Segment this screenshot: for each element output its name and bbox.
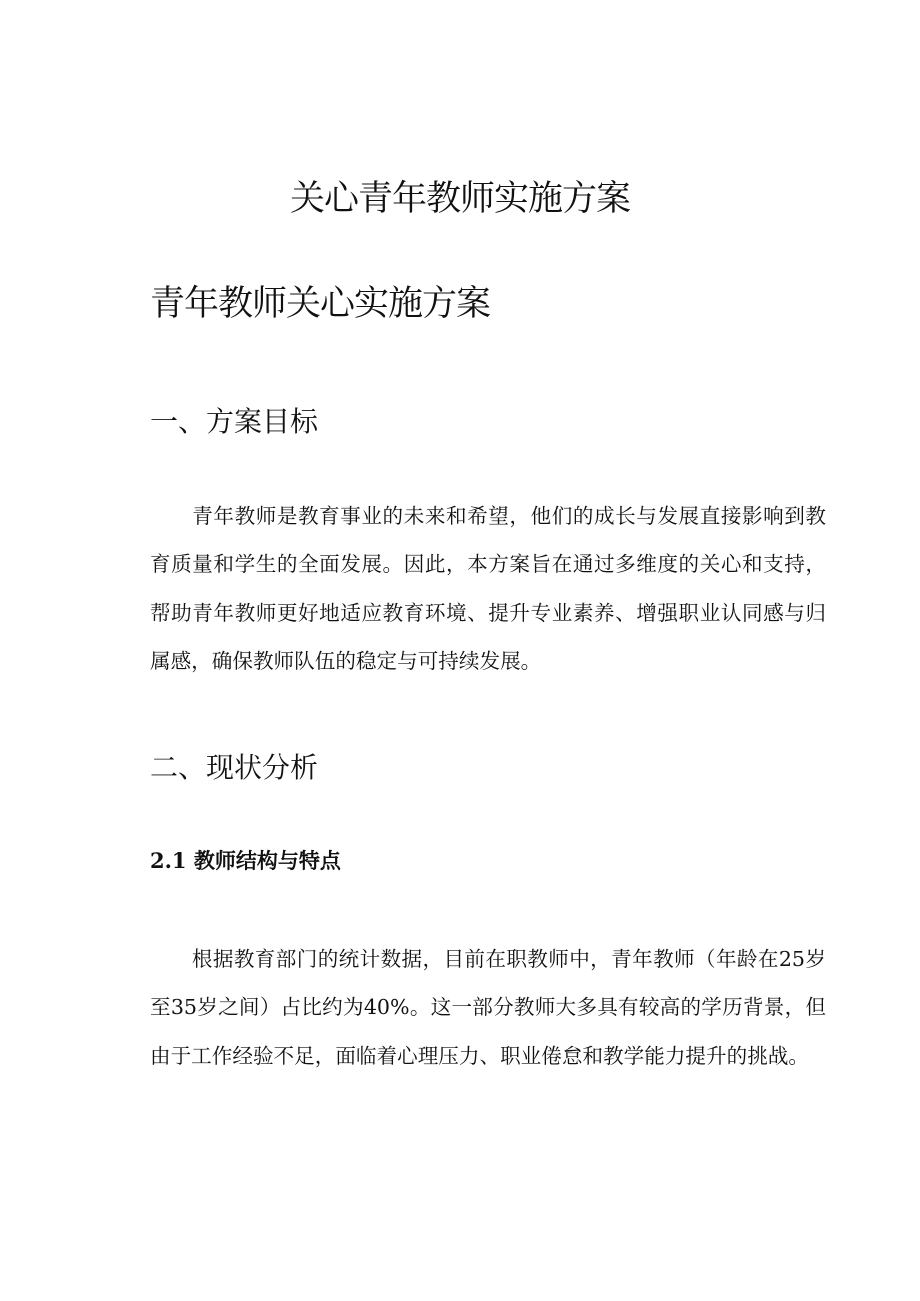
section-heading-goals: 一、方案目标 [150,405,319,438]
section-paragraph-analysis: 根据教育部门的统计数据，目前在职教师中，青年教师（年龄在25岁至35岁之间）占比约为40%。这一部分教师大多具有较高的学历背景，但由于工作经验不足，面临着心理压力、职业倦怠和教学能力提升的挑战。 [150,947,826,1068]
subsection-heading-structure: 2.1 教师结构与特点 [150,848,341,873]
document-title: 关心青年教师实施方案 [289,179,630,219]
section-heading-analysis: 二、现状分析 [150,751,319,784]
document-subtitle: 青年教师关心实施方案 [150,284,491,324]
section-paragraph-goals: 青年教师是教育事业的未来和希望，他们的成长与发展直接影响到教育质量和学生的全面发展。因此，本方案旨在通过多维度的关心和支持，帮助青年教师更好地适应教育环境、提升专业素养、增强职业认同感与归属感，确保教师队伍的稳定与可持续发展。 [150,504,826,674]
